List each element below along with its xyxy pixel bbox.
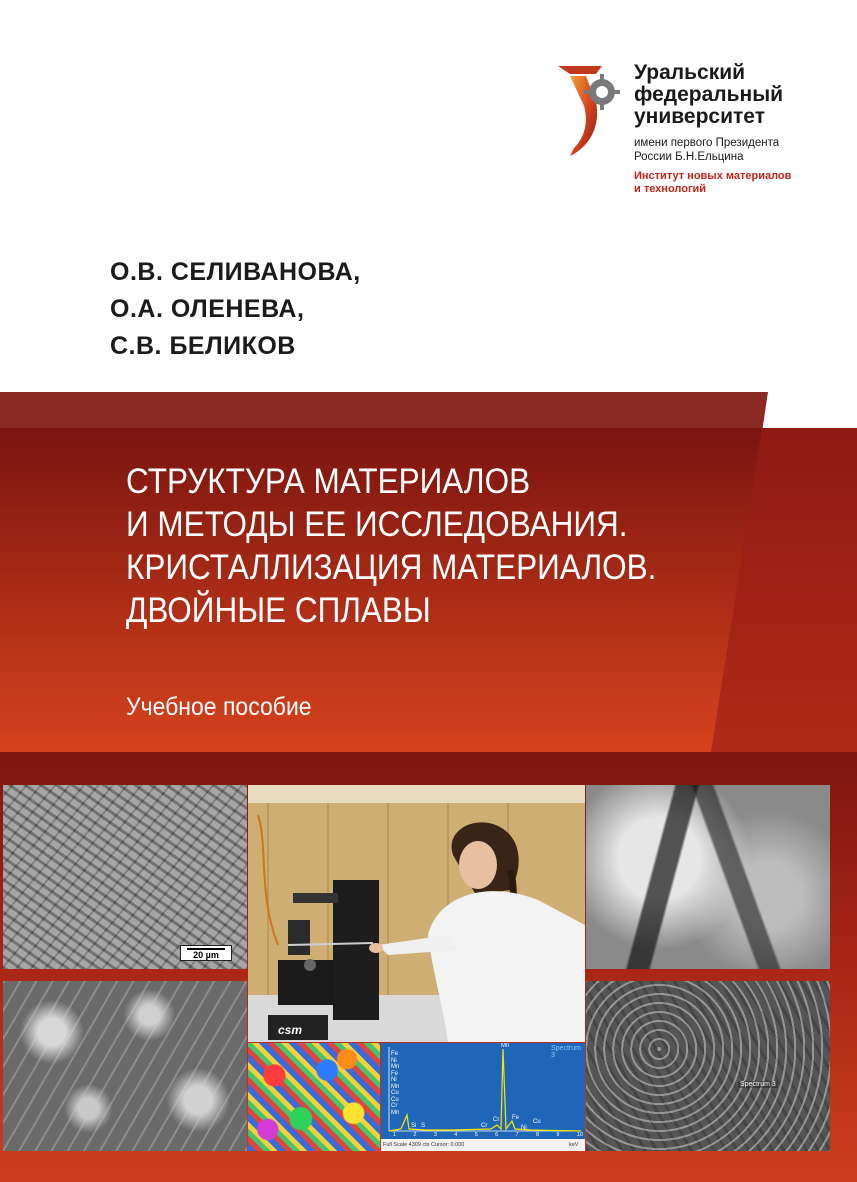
spectrum-peak-labels-left [391,1051,399,1116]
lab-photo [248,785,585,1042]
authors [110,254,361,365]
spectrum-tick: 4 [454,1132,458,1138]
instrument-brand-label: csm [278,1023,303,1037]
spectrum-unit: keV [569,1142,579,1148]
spectrum-element-label: Mn [391,1083,400,1090]
micrograph-tem [586,785,830,969]
spectrum-element-label: Mn [501,1043,510,1049]
university-dedication-line: имени первого Президента [634,137,780,149]
spectrum-element-label: Cu [533,1119,541,1125]
author: О.В. СЕЛИВАНОВА, [110,258,361,286]
eds-spectrum [381,1043,585,1151]
book-title-line: И МЕТОДЫ ЕЕ ИССЛЕДОВАНИЯ. [126,505,628,544]
spectrum-tick: 2 [413,1132,417,1138]
spectrum-element-label: Cr [391,1103,398,1109]
spectrum-element-label: Fe [391,1051,399,1057]
micrograph-sem [586,981,830,1151]
spectrum-tick: 6 [495,1132,499,1138]
book-title [126,460,656,632]
university-dedication-line: России Б.Н.Ельцина [634,151,744,163]
university-name-line: федеральный [634,83,784,106]
university-dedication [634,136,779,164]
spectrum-tick: 1 [393,1132,397,1138]
spectrum-footer: Full Scale 4309 cts Cursor: 0.000 [383,1142,465,1148]
micrograph-spectrum-label: Spectrum 3 [740,1081,776,1088]
spectrum-tick: 10 [576,1132,583,1138]
spectrum-tick: 8 [535,1132,540,1138]
spectrum-element-label: Cu [391,1090,399,1096]
spectrum-element-label: Cr [493,1117,500,1123]
book-title-line: ДВОЙНЫЕ СПЛАВЫ [126,591,431,630]
spectrum-element-label: Mn [391,1109,400,1116]
spectrum-axis-ticks [393,1132,583,1138]
micrograph-martensite [3,785,247,969]
spectrum-tick: 3 [433,1132,437,1138]
spectrum-element-label: Fe [391,1070,399,1077]
banner-top-stripe [0,392,857,432]
author: О.А. ОЛЕНЕВА, [110,295,305,323]
book-title-line: СТРУКТУРА МАТЕРИАЛОВ [126,462,531,501]
scale-bar: 20 µm [180,945,232,961]
spectrum-title: Spectrum 3 [551,1045,581,1059]
book-title-line: КРИСТАЛЛИЗАЦИЯ МАТЕРИАЛОВ. [126,548,657,587]
lab-photo-scene [248,785,585,1042]
university-name-line: университет [634,105,765,128]
spectrum-element-label: Fe [512,1115,520,1121]
institute-name-line: Институт новых материалов [634,170,792,182]
ebsd-orientation-map [248,1043,380,1151]
university-name [634,62,783,128]
spectrum-tick: 5 [474,1132,478,1138]
author: С.В. БЕЛИКОВ [110,332,296,360]
ural-university-logo [556,62,628,158]
spectrum-element-label: Si [411,1123,417,1129]
spectrum-element-label: Ni [391,1057,397,1064]
spectrum-tick: 9 [556,1132,560,1138]
university-name-line: Уральский [634,61,746,84]
micrograph-fracture [3,981,247,1151]
spectrum-element-label: Cu [391,1096,399,1103]
spectrum-element-label: Ni [521,1125,527,1131]
institute-name-line: и технологий [634,182,707,195]
spectrum-element-label: Ni [391,1077,397,1083]
spectrum-element-label: Cr [481,1123,488,1129]
spectrum-tick: 7 [515,1132,519,1138]
book-subtitle: Учебное пособие [126,693,312,721]
institute-name [634,170,791,195]
spectrum-element-label: S [421,1123,426,1129]
spectrum-element-label: Mn [391,1064,400,1070]
